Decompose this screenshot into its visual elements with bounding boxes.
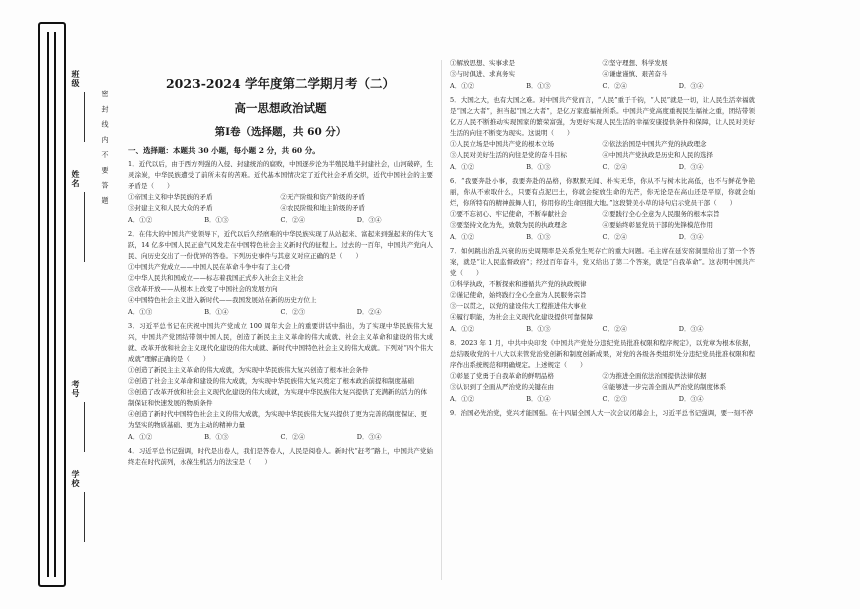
question-stem: 6．“我要奔赴小事，我要奔赴的品格，你默默无闻、朴实无华，你从不与树木比高低，也不与鲜花争艳丽，你从不索取什么，只要有点泥巴土，你就会绽放生命的光芒，你无论是在高山还是平原，你就会灿烂，你所特有的精神鼓舞人们，你用你的生命回报大地。”这段赞美小草的诗句启示党员干部（ ） xyxy=(450,177,755,207)
exam-title: 2023-2024 学年度第二学期月考（二） xyxy=(165,76,396,91)
choice-a: A．①② xyxy=(128,433,153,441)
choice-a: A．①② xyxy=(128,216,153,224)
question-stem: 2．在伟大的中国共产党领导下，近代以后久经磨难的中华民族实现了从站起来、富起来到强起来的伟大飞跃，14 亿多中国人民正意气风发走在中国特色社会主义新时代的征程上。过去的一百年，中国共产党向人民、向历史交出了一份优异的答卷。下列历史事件与其意义对应正确的是（ ） xyxy=(128,230,433,260)
question-stem: 8．2023 年 1 月，中共中央印发《中国共产党处分违纪党员批准权限和程序规定》，以党章为根本依据，总结吸收党的十八大以来管党治党创新和制度创新成果，对党的各级各类组织处分违纪党员批准权限和程序作出系统规范和明确规定。上述规定（ ） xyxy=(450,339,755,369)
option: ③改革开放——从根本上改变了中国社会的发展方向 xyxy=(128,285,278,293)
choice-d: D．②④ xyxy=(356,308,382,316)
class-line xyxy=(84,92,85,142)
choice-d: D．③④ xyxy=(678,325,704,333)
section-heading: 一、选择题：本题共 30 小题，每小题 2 分，共 60 分。 xyxy=(128,146,320,155)
number-line xyxy=(84,402,85,452)
option: ④中国特色社会主义进入新时代——我国发展站在新的历史方位上 xyxy=(128,296,317,304)
part-title: 第Ⅰ卷（选择题，共 60 分） xyxy=(214,126,347,138)
option: ②为推进全面依法治国提供法律依据 xyxy=(602,372,707,380)
answer-choices xyxy=(450,232,755,243)
option: ②无产阶级和资产阶级的矛盾 xyxy=(280,193,365,201)
option: ③封建主义和人民大众的矛盾 xyxy=(128,204,213,212)
answer-choices xyxy=(450,162,755,173)
option: ②要践行全心全意为人民服务的根本宗旨 xyxy=(602,210,720,218)
question-stem: 9．治国必先治党，党兴才能国强。在十四届全国人大一次会议闭幕会上，习近平总书记强调，要一刻不停 xyxy=(450,409,754,417)
question-stem: 5．大国之大，也有大国之难。对中国共产党而言，“人民”重于千钧，“人民”就是一切，让人民生活幸福就是“国之大者”，担当起“国之大者”，是亿万家庭福祉所系。中国共产党高度重视民生福祉之重，团结带领亿万人民不断推动实现国家的繁荣富强，为更好实现人民生活的幸福安康提供条件和保障，让人民对美好生活的向往不断变为现实。这说明（ ） xyxy=(450,96,755,137)
choice-b: B．①④ xyxy=(526,395,551,403)
option: ④能够进一步完善全面从严治党的制度体系 xyxy=(602,383,726,391)
option: ①要不忘初心、牢记使命，不断奉献社会 xyxy=(450,210,567,218)
option: ①人民立场是中国共产党的根本立场 xyxy=(450,140,554,148)
binding-inner-bar xyxy=(47,32,56,577)
option: ④中国共产党执政是历史和人民的选择 xyxy=(602,151,713,159)
option: ③创造了改革开放和社会主义现代化建设的伟大成就，为实现中华民族伟大复兴提供了充满新的活力的体制保证和快速发展的物质条件 xyxy=(128,388,427,407)
option: ①创造了新民主主义革命的伟大成就，为实现中华民族伟大复兴创造了根本社会条件 xyxy=(128,366,369,374)
choice-c: C．②③ xyxy=(280,308,305,316)
option: ①解放思想、实事求是 xyxy=(450,59,515,67)
option-row xyxy=(450,220,755,231)
option-row xyxy=(128,203,433,214)
choice-b: B．①③ xyxy=(526,325,551,333)
choice-b: B．①④ xyxy=(204,308,229,316)
option: ④谦虚谨慎、艰苦奋斗 xyxy=(602,70,668,78)
option: ①科学执政，不断探索和遵循共产党的执政规律 xyxy=(450,280,587,288)
choice-a: A．①③ xyxy=(128,308,153,316)
option-row xyxy=(450,371,755,382)
option: ④要始终彰显党员干部的先锋模范作用 xyxy=(602,221,713,229)
choice-c: C．②④ xyxy=(280,216,305,224)
answer-choices xyxy=(128,307,433,318)
option: ①彰显了党勇于自我革命的鲜明品格 xyxy=(450,372,554,380)
choice-d: D．③④ xyxy=(678,82,704,90)
choice-a: A．①② xyxy=(450,82,475,90)
choice-b: B．①③ xyxy=(526,163,551,171)
name-label: 姓名 xyxy=(71,170,80,188)
choice-c: C．②④ xyxy=(602,82,627,90)
option: ③与时俱进、求真务实 xyxy=(450,70,515,78)
choice-b: B．①③ xyxy=(204,433,229,441)
choice-b: B．①③ xyxy=(526,233,551,241)
subject-title: 高一思想政治试题 xyxy=(234,101,327,115)
choice-d: D．③④ xyxy=(678,163,704,171)
question-stem: 4．习近平总书记强调，时代是出卷人，我们是答卷人，人民是阅卷人。新时代“赶考”路上，中国共产党始终走在时代前列，永葆生机活力的法宝是（ ） xyxy=(128,447,433,466)
option: ④履行职能，为社会主义现代化建设提供可靠保障 xyxy=(450,313,593,321)
option: ②中华人民共和国成立——标志着我国正式步入社会主义社会 xyxy=(128,274,304,282)
number-label: 考号 xyxy=(71,380,80,398)
option: ②创造了社会主义革命和建设的伟大成就，为实现中华民族伟大复兴奠定了根本政治前提和制度基础 xyxy=(128,377,414,385)
answer-choices xyxy=(128,215,433,226)
choice-c: C．②④ xyxy=(602,233,627,241)
choice-c: C．②③ xyxy=(602,395,627,403)
school-label: 学校 xyxy=(71,470,80,488)
option: ③要坚持文化为先，致敬为民的执政理念 xyxy=(450,221,567,229)
option: ③认识到了全面从严治党的关键在由 xyxy=(450,383,554,391)
right-column xyxy=(450,58,755,419)
binding-strip xyxy=(38,22,66,587)
choice-a: A．①② xyxy=(450,325,475,333)
choice-a: A．①② xyxy=(450,163,475,171)
choice-a: A．①② xyxy=(450,233,475,241)
choice-b: B．①③ xyxy=(526,82,551,90)
choice-c: C．②④ xyxy=(602,163,627,171)
answer-choices xyxy=(450,324,755,335)
option: ②依法治国是中国共产党的执政理念 xyxy=(602,140,707,148)
option: ④农民阶级和地主阶级的矛盾 xyxy=(280,204,365,212)
choice-d: D．③④ xyxy=(678,233,704,241)
choice-c: C．②④ xyxy=(602,325,627,333)
column-divider xyxy=(441,60,442,580)
option: ②谨记使命，始终践行全心全意为人民服务宗旨 xyxy=(450,291,587,299)
name-line xyxy=(84,192,85,262)
option-row xyxy=(450,69,755,80)
answer-choices xyxy=(128,432,433,443)
question-stem: 3．习近平总书记在庆祝中国共产党成立 100 周年大会上的重要讲话中指出，为了实现中华民族伟大复兴，中国共产党团结带领中国人民，创造了新民主主义革命的伟大成就、社会主义革命和建设的伟大成就、改革开放和社会主义现代化建设的伟大成就、新时代中国特色社会主义的伟大成就。下列对“四个伟大成就”理解正确的是（ ） xyxy=(128,322,433,363)
choice-d: D．③④ xyxy=(678,395,704,403)
question-stem: 1．近代以后，由于西方列强的入侵、封建统治的腐败，中国逐步沦为半殖民地半封建社会，山河破碎，生灵涂炭，中华民族遭受了前所未有的苦难。近代基本国情决定了近代社会矛盾交织，近代中国社会的主要矛盾是（ ） xyxy=(128,160,433,190)
answer-choices xyxy=(450,81,755,92)
choice-d: D．③④ xyxy=(356,216,382,224)
class-label: 班级 xyxy=(71,70,80,88)
option-row xyxy=(450,209,755,220)
answer-choices xyxy=(450,394,755,405)
option: ④创造了新时代中国特色社会主义的伟大成就，为实现中华民族伟大复兴提供了更为完善的制度保证、更为坚实的物质基础、更为主动的精神力量 xyxy=(128,410,427,429)
seal-text: 密 封 线 内 不 要 答 题 xyxy=(101,90,109,207)
option: ③人民对美好生活的向往是党的奋斗目标 xyxy=(450,151,567,159)
option: ①中国共产党成立——中国人民在革命斗争中有了主心骨 xyxy=(128,263,291,271)
option-row xyxy=(450,150,755,161)
school-line xyxy=(84,492,85,542)
choice-d: D．③④ xyxy=(356,433,382,441)
option-row xyxy=(450,139,755,150)
choice-b: B．①③ xyxy=(204,216,229,224)
option: ②坚守理想、科学发展 xyxy=(602,59,668,67)
choice-c: C．②④ xyxy=(280,433,305,441)
option-row xyxy=(450,382,755,393)
option-row xyxy=(128,192,433,203)
choice-a: A．①② xyxy=(450,395,475,403)
question-stem: 7．如何跳出治乱兴衰的历史周期率是关系党生死存亡的重大问题。毛主席在延安窑洞里给出了第一个答案，就是“让人民监督政府”；经过百年奋斗，党又给出了第二个答案，就是“自我革命”。这表明中国共产党（ ） xyxy=(450,247,755,277)
left-column xyxy=(128,58,433,468)
option: ①帝国主义和中华民族的矛盾 xyxy=(128,193,213,201)
option: ③一以贯之，以党的建设伟大工程推进伟大事业 xyxy=(450,302,587,310)
option-row xyxy=(450,58,755,69)
